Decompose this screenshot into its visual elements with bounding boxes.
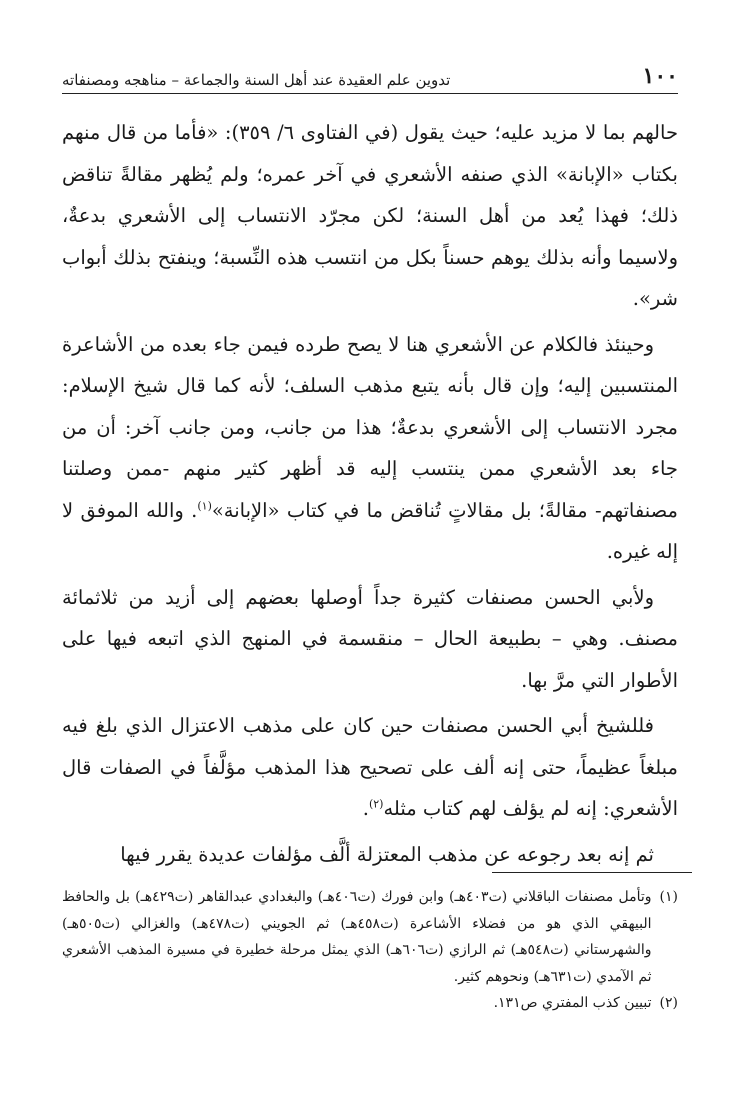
paragraph xyxy=(62,705,678,830)
footnotes xyxy=(62,884,678,1017)
paragraph xyxy=(62,324,678,573)
paragraph-text-tail: . xyxy=(362,797,369,820)
footnote-reference[interactable]: (١) xyxy=(197,499,212,512)
page-number: ١٠٠ xyxy=(642,63,678,89)
paragraph xyxy=(62,112,678,320)
footnote-reference[interactable]: (٢) xyxy=(368,797,384,811)
paragraph-text: ثم إنه بعد رجوعه عن مذهب المعتزلة ألَّف مؤلفات عديدة يقرر فيها xyxy=(120,842,654,866)
page-header xyxy=(62,62,678,94)
footnote-number: (٢) xyxy=(659,995,678,1011)
footnote xyxy=(62,990,678,1017)
paragraph-text: ولأبي الحسن مصنفات كثيرة جداً أوصلها بعضهم إلى أزيد من ثلاثمائة مصنف. وهي – بطبيعة الحال – منقسمة في المنهج الذي اتبعه فيها على الأطوار التي مرَّ بها. xyxy=(62,585,678,692)
footnote-divider xyxy=(492,872,692,873)
footnote xyxy=(62,884,678,990)
footnote-text: تبيين كذب المفتري ص١٣١. xyxy=(493,995,652,1011)
footnote-number: (١) xyxy=(659,889,678,905)
main-text xyxy=(62,112,678,879)
paragraph-text: وحينئذ فالكلام عن الأشعري هنا لا يصح طرده فيمن جاء بعده من الأشاعرة المنتسبين إليه؛ وإن قال بأنه يتبع مذهب السلف؛ لأنه كما قال شيخ الإسلام: مجرد الانتساب إلى الأشعري بدعةٌ؛ هذا من جانب، ومن جانب آخر: أن من جاء بعد الأشعري ممن ينتسب إليه قد أظهر كثير منهم -ممن وصلتنا مصنفاتهم- مقالةً؛ بل مقالاتٍ تُناقض ما في كتاب «الإبانة» xyxy=(62,332,678,522)
paragraph-text: حالهم بما لا مزيد عليه؛ حيث يقول (في الفتاوى ٦/ ٣٥٩): «فأما من قال منهم بكتاب «الإبانة» الذي صنفه الأشعري في آخر عمره؛ ولم يُظهر مقالةً تناقض ذلك؛ فهذا يُعد من أهل السنة؛ لكن مجرّد الانتساب إلى الأشعري بدعةٌ، ولاسيما وأنه بذلك يوهم حسناً بكل من انتسب هذه النِّسبة؛ وينفتح بذلك أبواب شر». xyxy=(62,121,678,310)
running-title: تدوين علم العقيدة عند أهل السنة والجماعة – مناهجه ومصنفاته xyxy=(62,71,451,89)
footnote-text: وتأمل مصنفات الباقلاني (ت٤٠٣هـ) وابن فورك (ت٤٠٦هـ) والبغدادي عبدالقاهر (ت٤٢٩هـ) بل والحافظ البيهقي الذي هو من فضلاء الأشاعرة (ت٤٥٨هـ) ثم الجويني (ت٤٧٨هـ) والغزالي (ت٥٠٥هـ) والشهرستاني (ت٥٤٨هـ) ثم الرازي (ت٦٠٦هـ) الذي يمثل مرحلة خطيرة في مسيرة المذهب الأشعري ثم الآمدي (ت٦٣١هـ) ونحوهم كثير. xyxy=(62,889,652,985)
paragraph-text: فللشيخ أبي الحسن مصنفات حين كان على مذهب الاعتزال الذي بلغ فيه مبلغاً عظيماً، حتى إنه ألف على تصحيح هذا المذهب مؤلَّفاً في الصفات قال الأشعري: إنه لم يؤلف لهم كتاب مثله xyxy=(62,714,678,820)
paragraph-text-tail: . والله الموفق لا إله غيره. xyxy=(62,498,678,563)
paragraph xyxy=(62,834,678,876)
paragraph xyxy=(62,577,678,702)
